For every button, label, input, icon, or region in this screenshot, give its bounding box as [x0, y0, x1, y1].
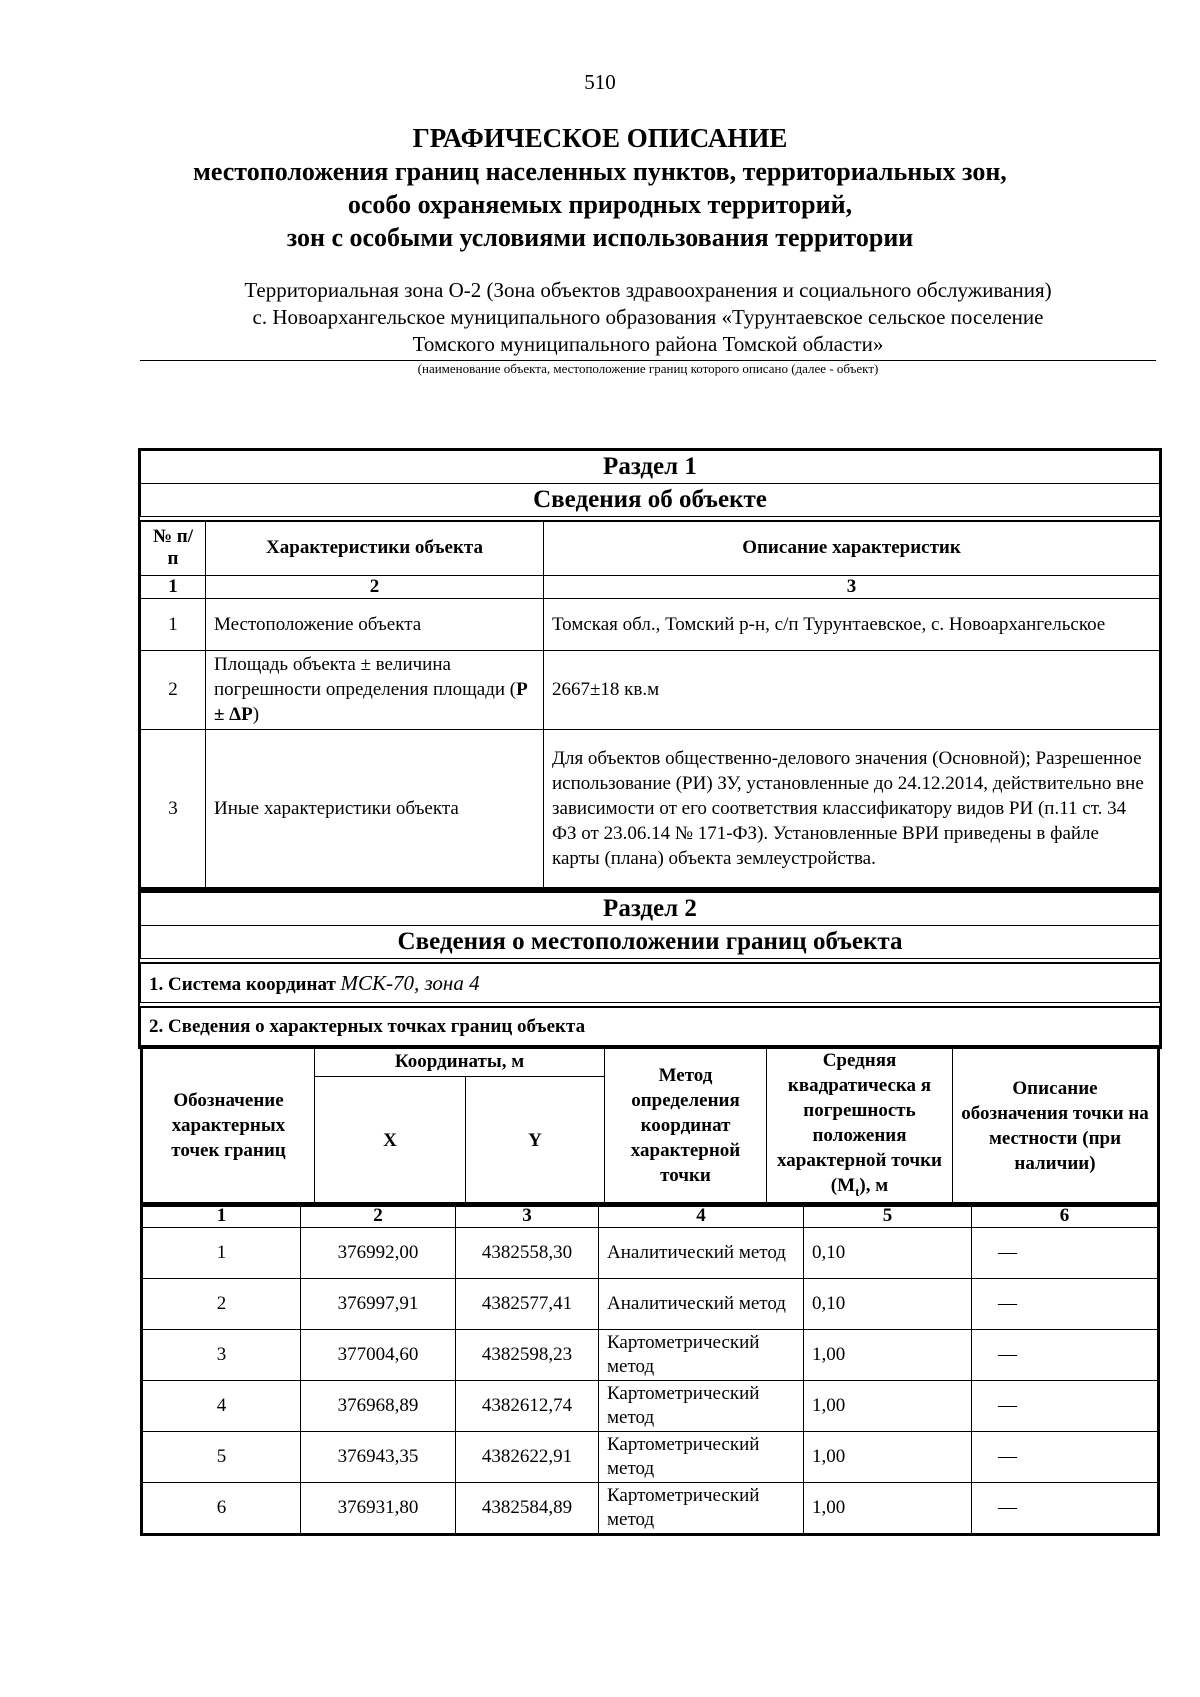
point-y: 4382612,74 — [456, 1381, 599, 1432]
title-main: ГРАФИЧЕСКОЕ ОПИСАНИЕ — [412, 123, 788, 153]
table-row — [141, 650, 1160, 729]
point-description: — — [972, 1330, 1158, 1381]
point-error: 0,10 — [804, 1279, 972, 1330]
point-x: 376931,80 — [301, 1483, 456, 1534]
object-name — [140, 277, 1156, 358]
table-row — [143, 1381, 1158, 1432]
header-error-unit: ), м — [859, 1175, 889, 1196]
point-error: 1,00 — [804, 1483, 972, 1534]
point-x: 376997,91 — [301, 1279, 456, 1330]
points-label-table — [140, 1006, 1160, 1047]
table-row — [143, 1330, 1158, 1381]
row-number: 2 — [141, 650, 206, 729]
row-name — [206, 650, 544, 729]
point-method: Картометрический метод — [599, 1483, 804, 1534]
area-formula: Р ± ΔР — [214, 679, 528, 725]
col-number: 5 — [804, 1205, 972, 1228]
col-number: 3 — [544, 575, 1160, 598]
point-error: 1,00 — [804, 1381, 972, 1432]
header-error-sub: t — [855, 1183, 860, 1199]
object-caption: (наименование объекта, местоположение границ которого описано (далее - объект) — [417, 361, 879, 376]
row-value: Для объектов общественно-делового значения (Основной); Разрешенное использование (РИ) ЗУ, установленные до 24.12.2014, действительно вне зависимости от его соответствия классификатору видов РИ (п.11 ст. 34 ФЗ от 23.06.14 № 171-ФЗ). Установленные ВРИ приведены в файле карты (плана) объекта землеустройства. — [544, 729, 1160, 887]
point-error: 0,10 — [804, 1228, 972, 1279]
point-y: 4382558,30 — [456, 1228, 599, 1279]
table-row — [141, 598, 1160, 650]
header-point-description: Описание обозначения точки на местности (при наличии) — [953, 1048, 1158, 1205]
header-number: № п/п — [141, 521, 206, 575]
point-description: — — [972, 1279, 1158, 1330]
point-x: 376968,89 — [301, 1381, 456, 1432]
point-x: 377004,60 — [301, 1330, 456, 1381]
point-method: Картометрический метод — [599, 1330, 804, 1381]
col-number: 2 — [206, 575, 544, 598]
point-number: 1 — [143, 1228, 301, 1279]
coord-system-table — [140, 962, 1160, 1003]
point-error: 1,00 — [804, 1432, 972, 1483]
row-name-close: ) — [252, 704, 260, 725]
col-number: 3 — [456, 1205, 599, 1228]
point-y: 4382577,41 — [456, 1279, 599, 1330]
table-row — [141, 729, 1160, 887]
col-number: 1 — [141, 575, 206, 598]
point-error: 1,00 — [804, 1330, 972, 1381]
header-method: Метод определения координат характерной точки — [605, 1048, 767, 1205]
point-y: 4382598,23 — [456, 1330, 599, 1381]
points-table-header — [140, 1045, 1160, 1207]
document-title — [0, 122, 1200, 254]
section-1-title: Раздел 1 — [141, 451, 1160, 484]
coord-system — [141, 963, 1160, 1003]
row-number: 1 — [141, 598, 206, 650]
section-2-subtitle: Сведения о местоположении границ объекта — [141, 926, 1160, 959]
coord-system-label: 1. Система координат — [149, 973, 336, 995]
point-method: Картометрический метод — [599, 1381, 804, 1432]
row-value: 2667±18 кв.м — [544, 650, 1160, 729]
title-line-2: особо охраняемых природных территорий, — [347, 190, 853, 219]
section-2 — [138, 890, 1162, 1049]
points-label: 2. Сведения о характерных точках границ объекта — [141, 1007, 1160, 1047]
point-x: 376943,35 — [301, 1432, 456, 1483]
row-value: Томская обл., Томский р-н, с/п Турунтаевское, с. Новоархангельское — [544, 598, 1160, 650]
header-x: X — [315, 1076, 466, 1204]
table-row — [143, 1228, 1158, 1279]
point-y: 4382584,89 — [456, 1483, 599, 1534]
row-number: 3 — [141, 729, 206, 887]
col-number: 6 — [972, 1205, 1158, 1228]
point-x: 376992,00 — [301, 1228, 456, 1279]
col-number: 2 — [301, 1205, 456, 1228]
point-description: — — [972, 1483, 1158, 1534]
section-1-subtitle: Сведения об объекте — [141, 484, 1160, 517]
point-number: 6 — [143, 1483, 301, 1534]
page-number: 510 — [584, 70, 616, 94]
header-designation: Обозначение характерных точек границ — [143, 1048, 315, 1205]
header-coordinates: Координаты, м — [315, 1048, 605, 1077]
point-description: — — [972, 1228, 1158, 1279]
section-2-title-table — [140, 892, 1160, 959]
point-number: 3 — [143, 1330, 301, 1381]
coord-system-value: МСК-70, зона 4 — [340, 970, 480, 995]
point-method: Аналитический метод — [599, 1228, 804, 1279]
point-description: — — [972, 1381, 1158, 1432]
row-name-text: Площадь объекта ± величина погрешности определения площади ( — [214, 654, 517, 700]
header-error — [767, 1048, 953, 1205]
point-method: Картометрический метод — [599, 1432, 804, 1483]
title-line-1: местоположения границ населенных пунктов, территориальных зон, — [193, 157, 1007, 186]
header-y: Y — [466, 1076, 605, 1204]
point-number: 4 — [143, 1381, 301, 1432]
section-1 — [138, 448, 1162, 890]
header-error-text: Средняя квадратическа я погрешность положения характерной точки (M — [777, 1050, 942, 1196]
table-row — [143, 1483, 1158, 1534]
table-row — [143, 1279, 1158, 1330]
table-row — [143, 1432, 1158, 1483]
object-info-table — [140, 520, 1160, 888]
header-description: Описание характеристик — [544, 521, 1160, 575]
point-number: 2 — [143, 1279, 301, 1330]
row-name: Иные характеристики объекта — [206, 729, 544, 887]
point-description: — — [972, 1432, 1158, 1483]
title-line-3: зон с особыми условиями использования территории — [286, 223, 914, 252]
section-1-title-table — [140, 450, 1160, 517]
col-number: 1 — [143, 1205, 301, 1228]
object-line-1: Территориальная зона О-2 (Зона объектов здравоохранения и социального обслуживания) — [244, 278, 1052, 302]
row-name: Местоположение объекта — [206, 598, 544, 650]
points-table — [140, 1202, 1160, 1536]
section-2-title: Раздел 2 — [141, 893, 1160, 926]
header-characteristics: Характеристики объекта — [206, 521, 544, 575]
point-y: 4382622,91 — [456, 1432, 599, 1483]
object-line-2: с. Новоархангельское муниципального образования «Турунтаевское сельское поселение — [252, 305, 1044, 329]
point-number: 5 — [143, 1432, 301, 1483]
object-line-3: Томского муниципального района Томской области» — [412, 332, 884, 356]
point-method: Аналитический метод — [599, 1279, 804, 1330]
col-number: 4 — [599, 1205, 804, 1228]
